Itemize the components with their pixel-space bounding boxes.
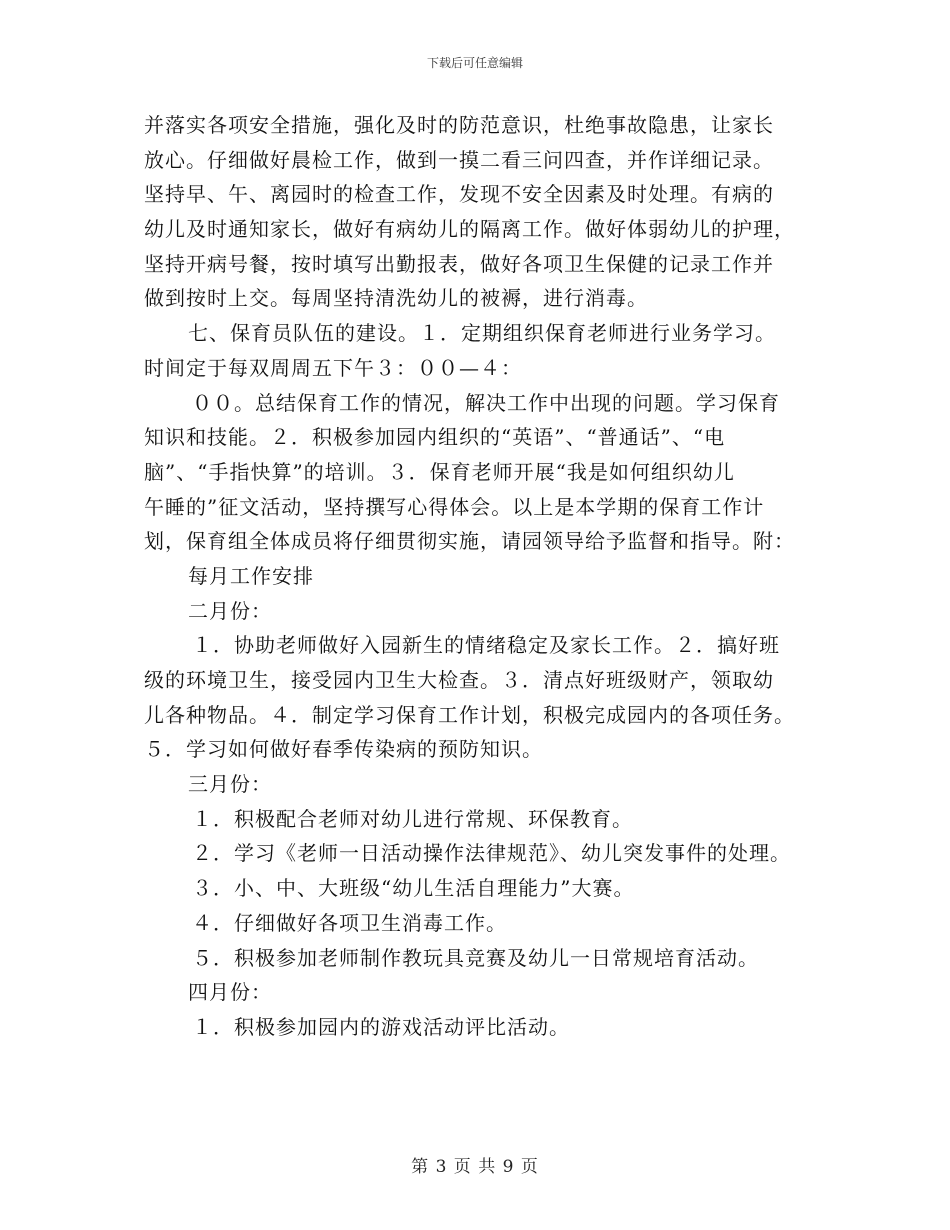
body-line: 做到按时上交。每周坚持清洗幼儿的被褥，进行消毒。 (144, 286, 648, 311)
body-line: 放心。仔细做好晨检工作，做到一摸二看三问四查，并作详细记录。 (144, 147, 774, 172)
body-line: 坚持开病号餐，按时填写出勤报表，做好各项卫生保健的记录工作并 (144, 251, 774, 276)
body-line: 级的环境卫生，接受园内卫生大检查。３．清点好班级财产，领取幼 (144, 668, 774, 692)
body-line: 儿各种物品。４．制定学习保育工作计划，积极完成园内的各项任务。 (144, 702, 795, 727)
page-number: 第 3 页 共 9 页 (411, 1157, 539, 1177)
body-line: 并落实各项安全措施，强化及时的防范意识，杜绝事故隐患，让家长 (144, 113, 774, 137)
list-item: ３．小、中、大班级“幼儿生活自理能力”大赛。 (192, 876, 635, 901)
subheading-monthly-plan: 每月工作安排 (188, 563, 314, 588)
list-item: ２．学习《老师一日活动操作法律规范》、幼儿突发事件的处理。 (192, 841, 791, 866)
month-heading-february: 二月份： (188, 598, 272, 623)
body-line: ００。总结保育工作的情况，解决工作中出现的问题。学习保育 (192, 390, 780, 415)
document-body (144, 108, 824, 1045)
list-item: １．积极参加园内的游戏活动评比活动。 (192, 1014, 570, 1039)
list-item: ４．仔细做好各项卫生消毒工作。 (192, 910, 507, 935)
list-item: ５．积极参加老师制作教玩具竞赛及幼儿一日常规培育活动。 (192, 945, 759, 970)
body-line: 坚持早、午、离园时的检查工作，发现不安全因素及时处理。有病的 (144, 182, 774, 207)
body-line: 午睡的”征文活动，坚持撰写心得体会。以上是本学期的保育工作计 (144, 494, 765, 519)
page-header-note: 下载后可任意编辑 (426, 56, 523, 70)
body-line: 划，保育组全体成员将仔细贯彻实施，请园领导给予监督和指导。附： (144, 529, 795, 554)
body-line: 幼儿及时通知家长，做好有病幼儿的隔离工作。做好体弱幼儿的护理， (144, 217, 795, 242)
section-heading: 七、保育员队伍的建设。１．定期组织保育老师进行业务学习。 (188, 321, 776, 346)
body-line: 时间定于每双周周五下午３：００—４： (144, 355, 522, 380)
body-line: ５．学习如何做好春季传染病的预防知识。 (144, 737, 543, 762)
body-line: 知识和技能。２．积极参加园内组织的“英语”、“普通话”、“电 (144, 425, 726, 450)
body-line: 脑”、“手指快算”的培训。３．保育老师开展“我是如何组织幼儿 (144, 459, 735, 484)
list-item: １．协助老师做好入园新生的情绪稳定及家长工作。２．搞好班 (192, 633, 780, 658)
month-heading-april: 四月份： (188, 980, 272, 1005)
list-item: １．积极配合老师对幼儿进行常规、环保教育。 (192, 806, 633, 831)
month-heading-march: 三月份： (188, 772, 272, 797)
